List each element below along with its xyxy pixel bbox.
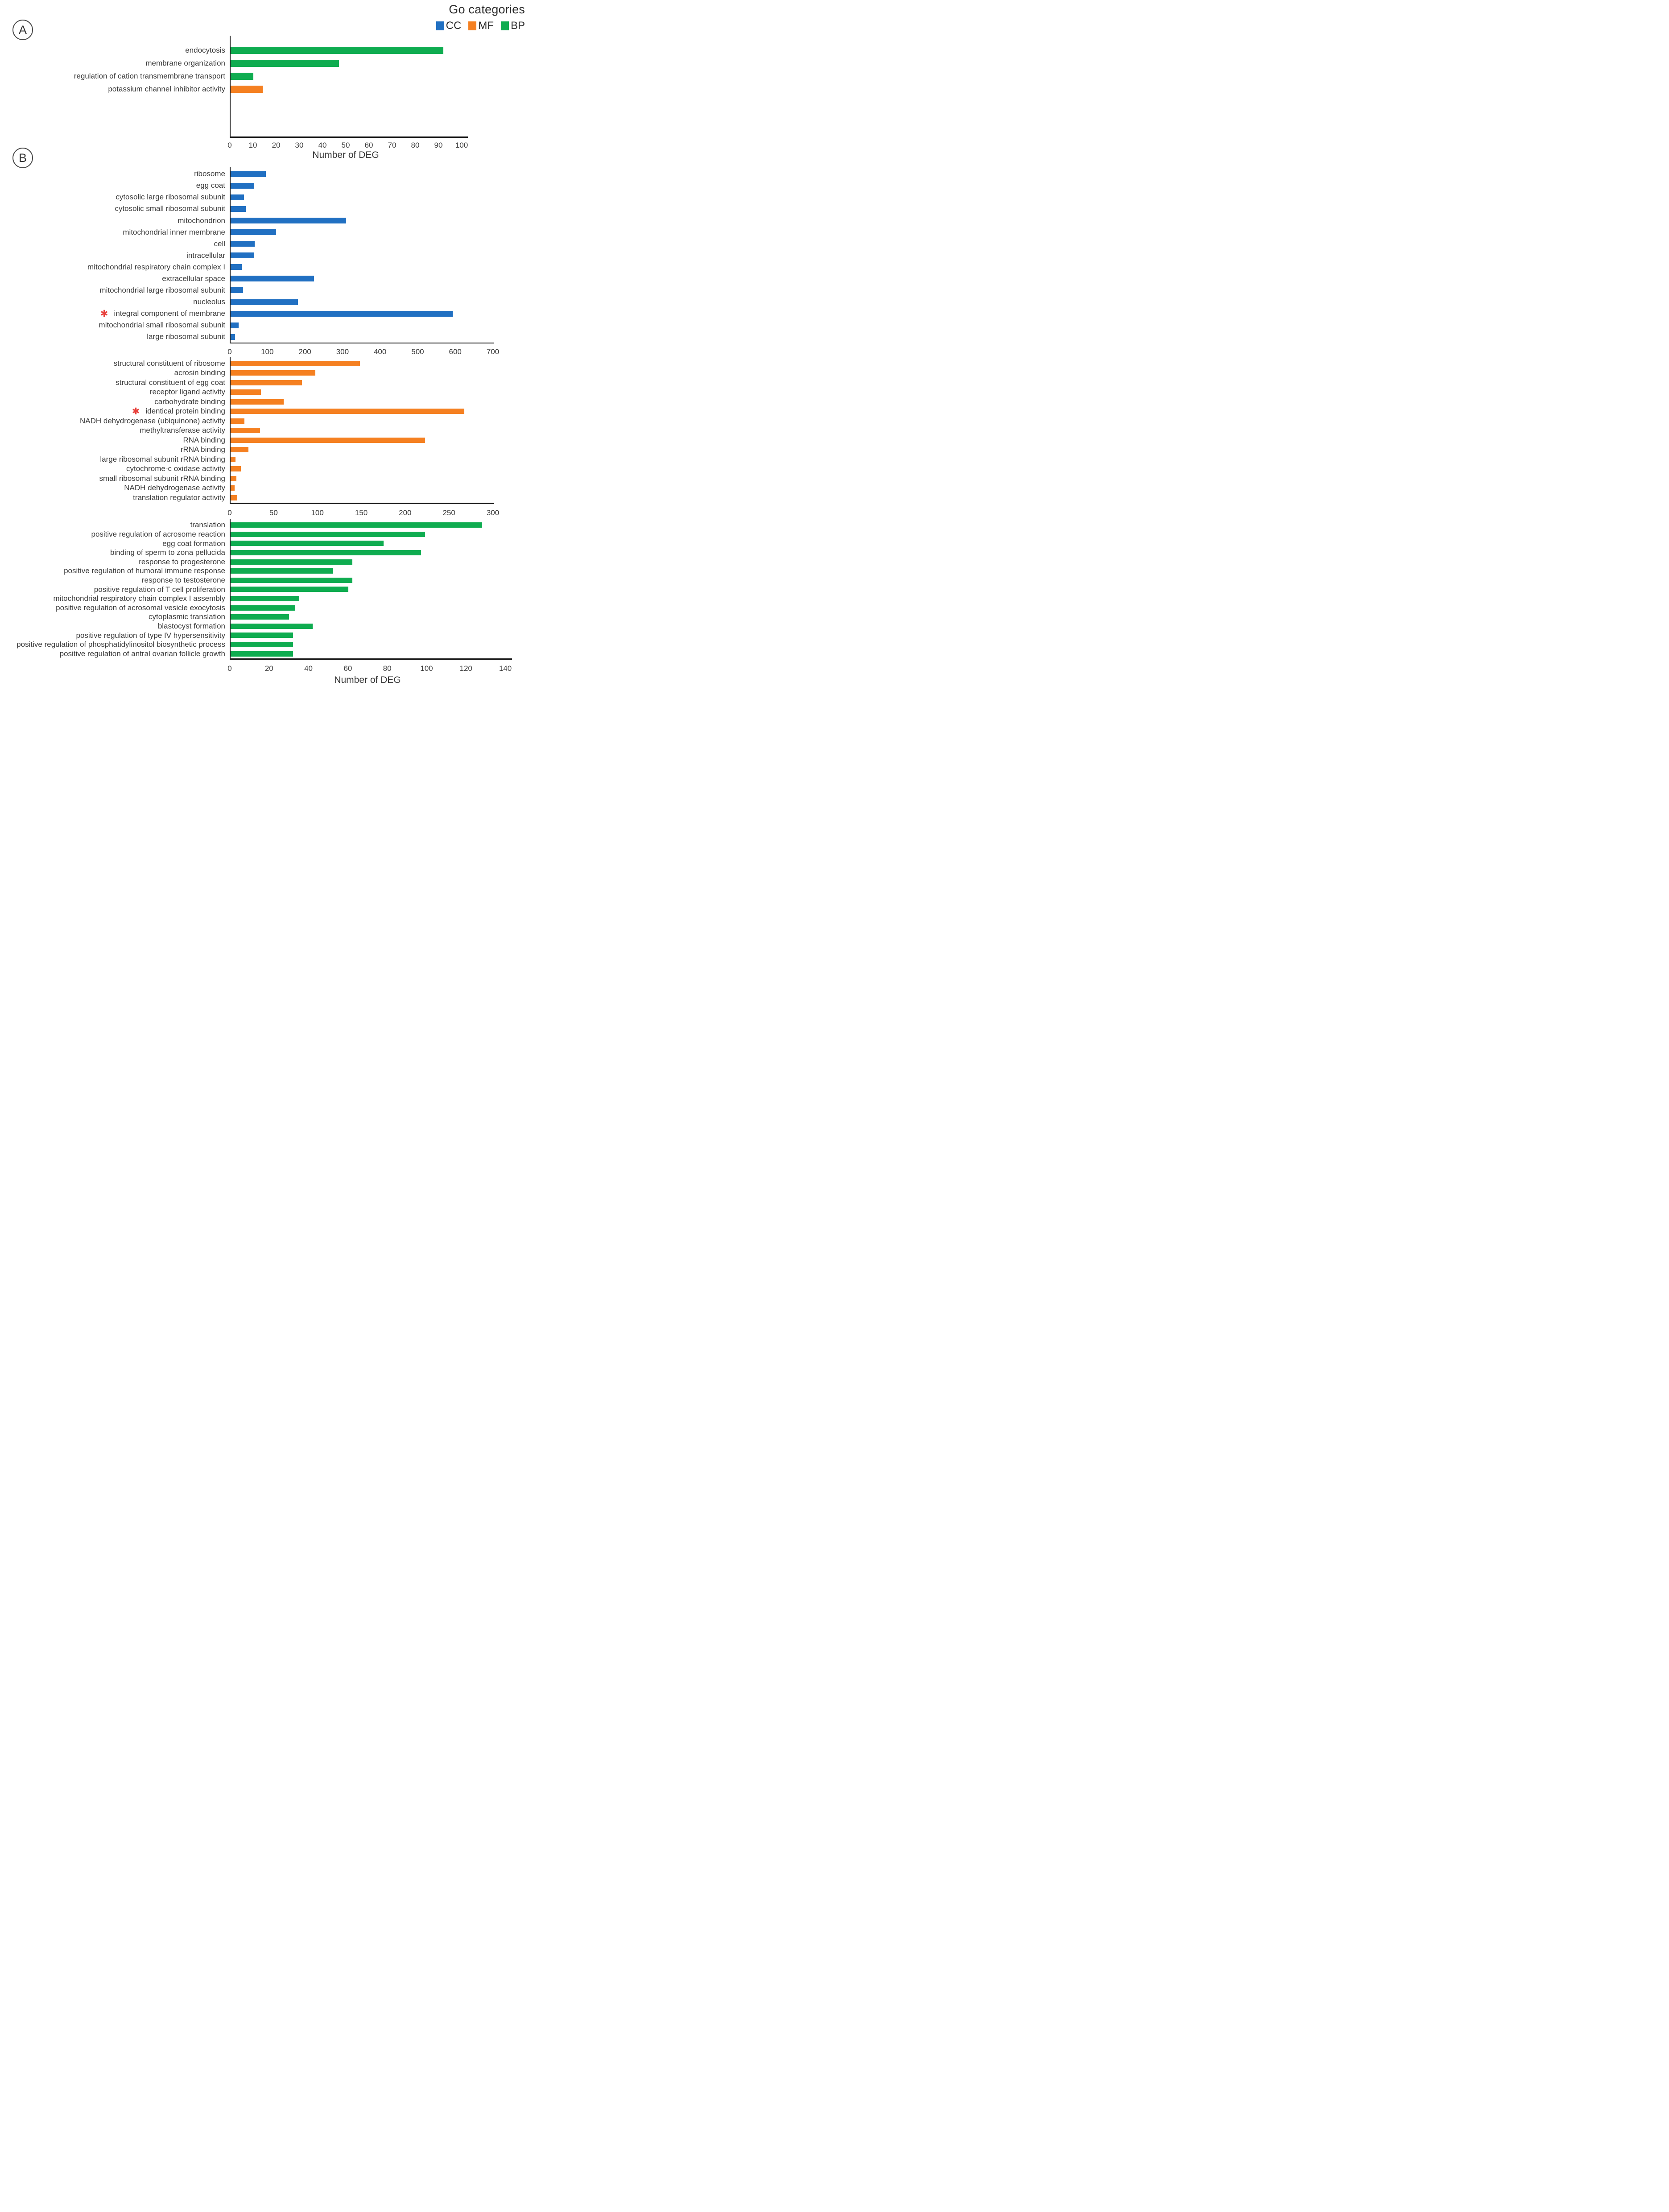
table-row [0,435,528,445]
table-row [0,378,528,388]
category-label [0,595,225,603]
tick-label: 80 [411,141,420,149]
category-label-text: mitochondrial large ribosomal subunit [99,286,225,295]
category-label-text: small ribosomal subunit rRNA binding [99,474,225,483]
bar [230,399,284,405]
bar [230,183,254,189]
panel-b-label [12,148,33,168]
category-label [0,426,225,434]
category-label-text: cytochrome-c oxidase activity [126,464,225,473]
category-label-text: receptor ligand activity [149,388,225,397]
category-label [0,576,225,584]
category-label-text: nucleolus [193,298,225,306]
bar [230,447,248,452]
category-label [0,586,225,594]
y-axis-line [230,357,231,504]
tick-label: 70 [388,141,397,149]
go-enrichment-figure [0,0,528,699]
bar [230,370,315,376]
category-label-text: intracellular [186,251,225,260]
category-label-text: binding of sperm to zona pellucida [110,548,225,557]
table-row [0,226,528,238]
category-label [0,388,225,396]
panel-a-letter: A [18,23,27,37]
category-label-text: rRNA binding [180,445,225,454]
tick-label: 100 [455,141,468,149]
bar [230,60,339,67]
table-row [0,215,528,226]
category-label [0,252,225,260]
tick-label: 20 [272,141,281,149]
panel-b-letter: B [18,151,27,165]
bp-color-swatch [501,21,509,30]
category-label-text: extracellular space [162,274,225,283]
category-label-text: positive regulation of acrosome reaction [91,529,225,538]
category-label [0,240,225,248]
bar [230,206,246,212]
tick-label: 10 [248,141,257,149]
category-label-text: identical protein binding [145,407,225,416]
category-label-text: structural constituent of ribosome [113,359,225,368]
bar [230,522,482,528]
bar [230,47,443,54]
table-row [0,640,528,649]
bar [230,559,352,565]
tick-label: 100 [420,664,433,673]
category-label [0,650,225,658]
category-label-text: RNA binding [183,435,225,444]
category-label-text: blastocyst formation [157,621,225,630]
tick-label: 0 [227,509,232,517]
table-row [0,407,528,417]
bar [230,476,236,481]
table-row [0,622,528,631]
table-row [0,539,528,548]
category-label-text: response to progesterone [139,557,225,566]
category-label [0,46,225,54]
category-label [0,604,225,612]
cc-color-swatch [436,21,444,30]
table-row [0,493,528,503]
table-row [0,594,528,604]
tick-label: 200 [399,509,412,517]
category-label: ✱ integral component of membrane [100,309,225,319]
category-label [0,72,225,80]
tick-label: 400 [373,347,387,356]
category-label [0,530,225,538]
tick-label: 140 [499,664,512,673]
category-label-text: mitochondrial inner membrane [123,227,225,236]
category-label: ✱ identical protein binding [132,406,225,417]
category-label-text: mitochondrial respiratory chain complex I [87,262,225,271]
category-label-text: membrane organization [145,58,225,67]
y-axis-line [230,519,231,659]
category-label [0,360,225,368]
bar [230,252,254,258]
tick-label: 0 [227,664,232,673]
tick-label: 50 [341,141,350,149]
category-label-text: structural constituent of egg coat [116,378,225,387]
table-row [0,285,528,296]
table-row [0,557,528,566]
bar [230,642,293,647]
table-row [0,455,528,464]
category-label-text: response to testosterone [141,575,225,584]
bar [230,596,299,601]
bar [230,633,293,638]
tick-label: 250 [442,509,455,517]
table-row [0,576,528,585]
category-label [0,170,225,178]
category-label [0,398,225,406]
table-row [0,57,528,70]
category-label [0,540,225,548]
bar [230,218,346,223]
category-label-text: positive regulation of type IV hypersensitivity [76,631,225,640]
category-label-text: positive regulation of phosphatidylinositol biosynthetic process [17,640,225,649]
bar [230,605,295,611]
category-label-text: NADH dehydrogenase (ubiquinone) activity [79,416,225,425]
category-label [0,275,225,283]
table-row [0,168,528,180]
tick-label: 40 [318,141,327,149]
bar [230,614,289,620]
category-label-text: egg coat formation [162,539,225,548]
legend-title: Go categories [449,3,525,16]
table-row [0,238,528,250]
category-label-text: mitochondrial respiratory chain complex I assembly [53,594,225,603]
category-label [0,622,225,630]
category-label [0,475,225,483]
bar [230,264,242,270]
bar-rows [0,359,528,503]
table-row [0,191,528,203]
bar [230,229,276,235]
category-label-text: mitochondrion [178,216,225,225]
bar [230,287,243,293]
bar [230,276,314,281]
category-label [0,193,225,201]
category-label [0,446,225,454]
tick-label: 200 [298,347,311,356]
category-label-text: large ribosomal subunit rRNA binding [100,455,225,463]
table-row [0,203,528,215]
tick-label: 40 [304,664,313,673]
category-label-text: cytosolic large ribosomal subunit [116,193,225,202]
category-label [0,228,225,236]
bar [230,485,235,491]
category-label [0,182,225,190]
x-axis-line [230,503,494,504]
table-row [0,445,528,455]
table-row [0,530,528,539]
legend-item-label: BP [510,20,525,32]
legend-item-cc [436,20,462,32]
category-label [0,369,225,377]
bar-rows [0,44,528,96]
category-label [0,484,225,492]
bar [230,578,352,583]
table-row [0,70,528,83]
table-row [0,368,528,378]
table-row [0,319,528,331]
category-label-text: mitochondrial small ribosomal subunit [99,321,225,330]
tick-label: 80 [383,664,392,673]
bar [230,171,266,177]
table-row [0,484,528,493]
table-row [0,296,528,308]
legend-item-label: MF [478,20,494,32]
table-row [0,474,528,484]
category-label-text: large ribosomal subunit [147,332,225,341]
tick-label: 700 [486,347,500,356]
tick-label: 500 [411,347,424,356]
x-axis-ticks [227,141,468,151]
table-row [0,180,528,191]
table-row [0,464,528,474]
bar [230,587,348,592]
category-label-text: potassium channel inhibitor activity [108,85,225,94]
table-row [0,649,528,658]
legend [436,3,525,32]
x-axis-ticks [227,347,500,357]
table-row [0,603,528,612]
bar [230,532,425,537]
bar-rows [0,168,528,343]
category-label [0,59,225,67]
category-label-text: regulation of cation transmembrane transport [74,72,225,81]
x-axis-line [230,136,468,138]
category-label [0,298,225,306]
tick-label: 60 [364,141,373,149]
tick-label: 60 [343,664,352,673]
table-row [0,612,528,622]
category-label [0,417,225,425]
table-row [0,397,528,407]
table-row [0,566,528,576]
category-label-text: methyltransferase activity [140,426,225,435]
bar [230,73,253,80]
table-row [0,44,528,57]
category-label-text: ribosome [194,170,225,178]
table-row [0,331,528,343]
tick-label: 120 [459,664,472,673]
y-axis-line [230,36,231,137]
category-label-text: positive regulation of acrosomal vesicle exocytosis [56,603,225,612]
legend-item-mf [468,20,494,32]
bar [230,409,464,414]
tick-label: 300 [336,347,349,356]
table-row [0,416,528,426]
category-label-text: positive regulation of T cell proliferation [94,585,225,594]
bar [230,299,298,305]
x-axis-ticks [227,664,512,674]
category-label [0,455,225,463]
category-label [0,379,225,387]
category-label-text: integral component of membrane [114,309,225,318]
category-label-text: translation [190,521,225,529]
category-label [0,85,225,93]
bar [230,361,360,366]
table-row [0,308,528,319]
bar [230,541,384,546]
category-label-text: translation regulator activity [133,493,225,502]
category-label [0,567,225,575]
category-label [0,494,225,502]
tick-label: 20 [264,664,273,673]
table-row [0,273,528,285]
bar [230,457,235,462]
bar [230,466,241,471]
bar [230,550,421,555]
table-row [0,521,528,530]
tick-label: 30 [295,141,304,149]
category-label [0,286,225,294]
x-axis-ticks [227,509,500,518]
tick-label: 90 [434,141,443,149]
panel-a-label [12,20,33,40]
category-label-text: positive regulation of antral ovarian follicle growth [59,649,225,658]
legend-items [436,20,525,32]
legend-item-label: CC [446,20,462,32]
tick-label: 0 [227,141,232,149]
table-row [0,548,528,558]
category-label [0,217,225,225]
category-label-text: positive regulation of humoral immune response [64,566,225,575]
legend-item-bp [501,20,525,32]
bar [230,568,333,574]
bar [230,241,255,247]
bar [230,651,293,657]
bar [230,322,239,328]
category-label [0,465,225,473]
table-row [0,388,528,397]
category-label-text: cytosolic small ribosomal subunit [115,204,225,213]
bar [230,380,302,385]
bar [230,624,313,629]
table-row [0,585,528,594]
category-label [0,521,225,529]
x-axis-title: Number of DEG [334,675,401,685]
bar-rows [0,521,528,658]
bar [230,334,235,340]
bar [230,418,244,424]
table-row [0,426,528,436]
category-label-text: NADH dehydrogenase activity [124,484,225,492]
category-label-text: cytoplasmic translation [149,612,225,621]
category-label [0,558,225,566]
bar [230,311,453,317]
category-label [0,321,225,329]
table-row [0,250,528,261]
x-axis-title: Number of DEG [312,150,379,160]
category-label-text: carbohydrate binding [154,397,225,406]
tick-label: 600 [449,347,462,356]
table-row [0,261,528,273]
tick-label: 100 [311,509,324,517]
category-label [0,263,225,271]
category-label [0,641,225,649]
table-row [0,631,528,640]
category-label-text: egg coat [196,181,225,190]
category-label [0,333,225,341]
tick-label: 50 [269,509,278,517]
tick-label: 300 [486,509,500,517]
tick-label: 0 [227,347,232,356]
x-axis-line [230,658,512,660]
category-label [0,632,225,640]
table-row [0,83,528,96]
y-axis-line [230,167,231,343]
bar [230,194,244,200]
bar [230,389,261,395]
bar [230,86,263,93]
category-label [0,549,225,557]
category-label [0,205,225,213]
tick-label: 100 [261,347,274,356]
category-label [0,436,225,444]
bar [230,495,237,500]
bar [230,438,425,443]
category-label [0,613,225,621]
category-label-text: acrosin binding [174,368,225,377]
mf-color-swatch [468,21,476,30]
bar [230,428,260,433]
category-label-text: endocytosis [185,45,225,54]
table-row [0,359,528,368]
tick-label: 150 [355,509,368,517]
category-label-text: cell [214,239,225,248]
